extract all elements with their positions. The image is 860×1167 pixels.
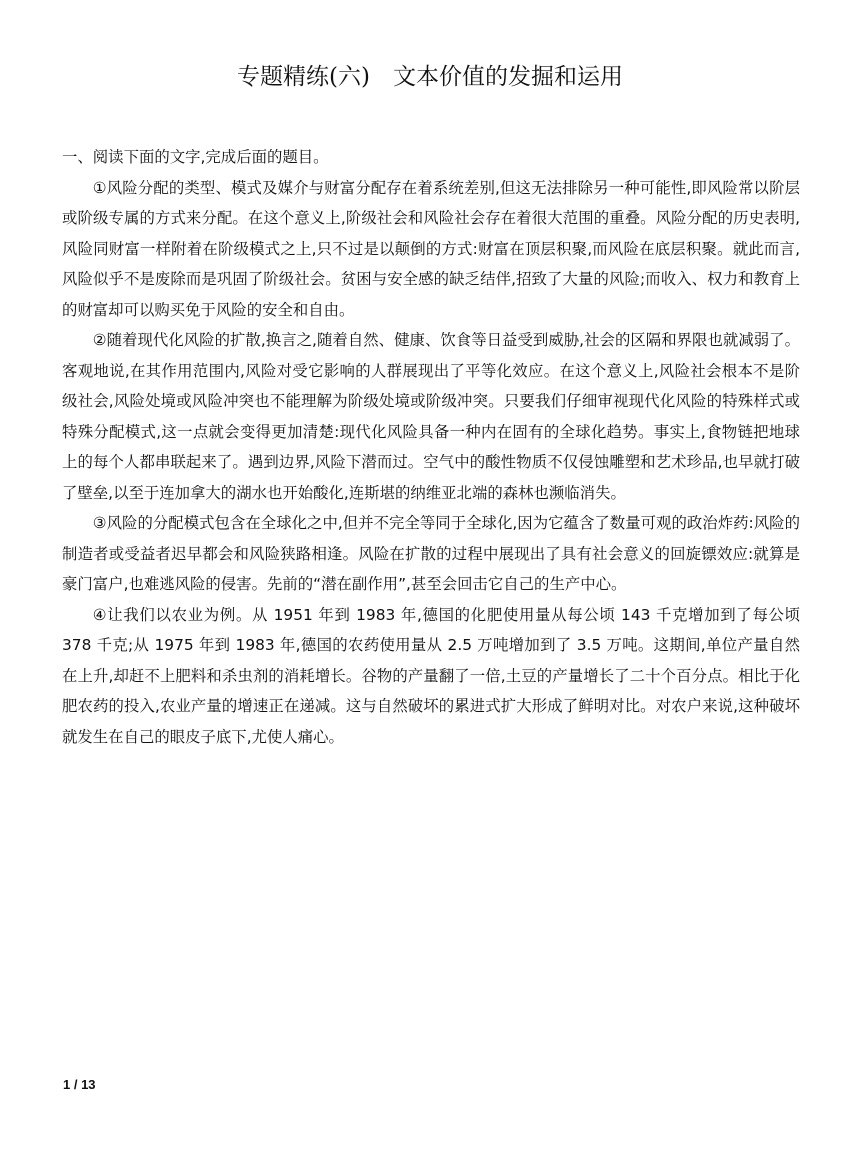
- document-body: [62, 142, 800, 752]
- page-number: 1 / 13: [63, 1077, 96, 1092]
- paragraph-1: ①风险分配的类型、模式及媒介与财富分配存在着系统差别,但这无法排除另一种可能性,即风险常以阶层或阶级专属的方式来分配。在这个意义上,阶级社会和风险社会存在着很大范围的重叠。风险分配的历史表明,风险同财富一样附着在阶级模式之上,只不过是以颠倒的方式:财富在顶层积聚,而风险在底层积聚。就此而言,风险似乎不是废除而是巩固了阶级社会。贫困与安全感的缺乏结伴,招致了大量的风险;而收入、权力和教育上的财富却可以购买免于风险的安全和自由。: [62, 178, 800, 319]
- paragraph-2: ②随着现代化风险的扩散,换言之,随着自然、健康、饮食等日益受到威胁,社会的区隔和界限也就减弱了。客观地说,在其作用范围内,风险对受它影响的人群展现出了平等化效应。在这个意义上,风险社会根本不是阶级社会,风险处境或风险冲突也不能理解为阶级处境或阶级冲突。只要我们仔细审视现代化风险的特殊样式或特殊分配模式,这一点就会变得更加清楚:现代化风险具备一种内在固有的全球化趋势。事实上,食物链把地球上的每个人都串联起来了。遇到边界,风险下潜而过。空气中的酸性物质不仅侵蚀雕塑和艺术珍品,也早就打破了壁垒,以至于连加拿大的湖水也开始酸化,连斯堪的纳维亚北端的森林也濒临消失。: [62, 331, 800, 502]
- section-heading: 一、阅读下面的文字,完成后面的题目。: [62, 148, 329, 166]
- paragraph-3: ③风险的分配模式包含在全球化之中,但并不完全等同于全球化,因为它蕴含了数量可观的政治炸药:风险的制造者或受益者迟早都会和风险狭路相逢。风险在扩散的过程中展现出了具有社会意义的回旋镖效应:就算是豪门富户,也难逃风险的侵害。先前的“潜在副作用”,甚至会回击它自己的生产中心。: [62, 514, 800, 593]
- paragraph-4: ④让我们以农业为例。从 1951 年到 1983 年,德国的化肥使用量从每公顷 143 千克增加到了每公顷 378 千克;从 1975 年到 1983 年,德国的农药使用量从 2.5 万吨增加到了 3.5 万吨。这期间,单位产量自然在上升,却赶不上肥料和杀虫剂的消耗增长。谷物的产量翻了一倍,土豆的产量增长了二十个百分点。相比于化肥农药的投入,农业产量的增速正在递减。这与自然破坏的累进式扩大形成了鲜明对比。对农户来说,这种破坏就发生在自己的眼皮子底下,尤使人痛心。: [62, 605, 800, 746]
- page-title: 专题精练(六) 文本价值的发掘和运用: [237, 64, 623, 90]
